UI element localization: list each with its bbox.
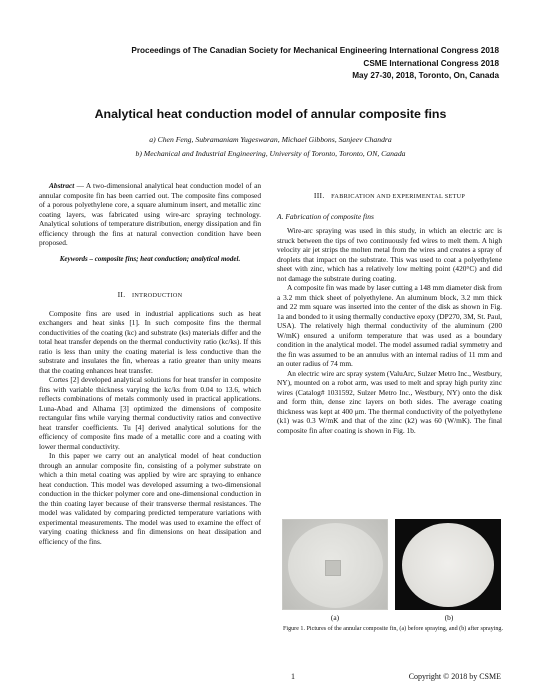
section-heading-fabrication (277, 191, 502, 202)
abstract (39, 181, 261, 248)
paragraph: Wire-arc spraying was used in this study, in which an electric arc is struck between the tips of two continuously fed wires to melt them. A high velocity air jet strips the molten metal from the wires and creates a spray of droplets that impact on the substrate. This was used to coat a polyethylene sheet with zinc, which has a relatively low melting point (420°C) and did not damage the substrate during coating. (277, 226, 502, 283)
congress-date-location: May 27-30, 2018, Toronto, On, Canada (352, 71, 499, 80)
copyright: Copyright © 2018 by CSME (408, 672, 501, 681)
affiliation: b) Mechanical and Industrial Engineering, University of Toronto, Toronto, ON, Canada (135, 149, 406, 158)
figure-caption: Figure 1. Pictures of the annular composite fin, (a) before spraying, and (b) after spraying. (283, 626, 503, 632)
paragraph: Cortes [2] developed analytical solutions for heat transfer in composite fins with variable thickness varying the kc/ks from 0.04 to 13.6, which reflects combinations of metals commonly used in practical applications. Luna-Abad and Alhama [3] optimized the dimensions of composite rectangular fins while varying thermal conductivity ratios and convective heat transfer coefficients. Tu [4] derived analytical solutions for the efficiency of composite fins made of a metallic core and a coating with lower thermal conductivity. (39, 375, 261, 451)
abstract-label: Abstract (49, 181, 75, 190)
aluminum-insert (325, 560, 341, 576)
subsection-heading: A. Fabrication of composite fins (277, 211, 374, 221)
photo-fin-after-spraying (395, 519, 501, 610)
paragraph: A composite fin was made by laser cutting a 148 mm diameter disk from a 3.2 mm thick sheet of polyethylene. An aluminum block, 3.2 mm thick and 22 mm square was inserted into the center of the disk as shown in Fig. 1a and bonded to it using thermally conductive epoxy (DP270, 3M, St. Paul, USA). The relatively high thermal conductivity of the aluminum (200 W/mK) ensured a uniform temperature that was used as a boundary condition in the analytical model. The model assumed radial symmetry and the fin was assumed to be an annulus with an internal radius of 11 mm and an outer radius of 74 mm. (277, 283, 502, 368)
section-heading-introduction (39, 290, 261, 301)
paragraph: In this paper we carry out an analytical model of heat conduction through an annular composite fin, consisting of a polymer substrate on which a thin metal coating was applied by wire arc spraying to enhance heat conduction. This model was developed assuming a two-dimensional conduction in the thicker polymer core and one-dimensional conduction in the thin coating layer because of their transverse thermal resistances. The model was validated by comparing predicted temperature variations with experimental measurements. The model was used to examine the effect of varying coating thickness and fin dimensions on heat dissipation and efficiency of the fins. (39, 451, 261, 546)
paragraph: Composite fins are used in industrial applications such as heat exchangers and heat sinks [1]. In such composite fins the thermal conductivities of the coating (kc) and substrate (ks) materials differ and the total heat transfer depends on the thermal conductivity ratio (kc/ks). If this ratio is less than unity the coating material is less conductive than the substrate and insulates the fin, whereas a ratio greater than unity means that the coating enhances heat transfer. (39, 308, 261, 375)
right-column (277, 191, 502, 435)
proceedings-line: Proceedings of The Canadian Society for Mechanical Engineering International Congress 2018 (131, 46, 499, 55)
section-numeral: III. (313, 191, 325, 200)
paragraph: An electric wire arc spray system (ValuArc, Sulzer Metro Inc., Westbury, NY), mounted on a robot arm, was used to melt and spray high purity zinc wires (Catalog# 1031592, Sulzer Metro Inc., Westbury, NY) onto the disk and form thin, dense zinc layers on both sides. The average coating thickness was kept at 400 μm. The thermal conductivity of the polyethylene (k1) was 0.3 W/mK and that of the zinc (k2) was 60 (W/mK). The final composite fin after coating is shown in Fig. 1b. (277, 368, 502, 435)
congress-name: CSME International Congress 2018 (363, 59, 499, 68)
abstract-text: — A two-dimensional analytical heat conduction model of an annular composite fin has been carried out. The composite fins composed of a porous polyethylene core, a square aluminum insert, and metallic zinc coating layers, was fabricated using wire-arc spraying technology. Analytical solutions of temperature distribution, energy dissipation and fin efficiency through the fins at natural convection condition have been proposed. (39, 181, 261, 247)
left-column (39, 181, 261, 546)
zinc-coated-disk (402, 523, 494, 607)
section-title: FABRICATION AND EXPERIMENTAL SETUP (331, 193, 466, 200)
section-numeral: II. (117, 290, 126, 299)
photo-fin-before-spraying (282, 519, 388, 610)
section-title: INTRODUCTION (132, 292, 183, 299)
authors: a) Chen Feng, Subramaniam Yugeswaran, Michael Gibbons, Sanjeev Chandra (149, 135, 392, 144)
paper-title: Analytical heat conduction model of annular composite fins (94, 107, 447, 121)
keywords: Keywords – composite fins; heat conduction; analytical model. (59, 254, 241, 263)
page-number: 1 (291, 672, 295, 681)
subfigure-label-a: (a) (330, 613, 340, 622)
subfigure-label-b: (b) (444, 613, 454, 622)
